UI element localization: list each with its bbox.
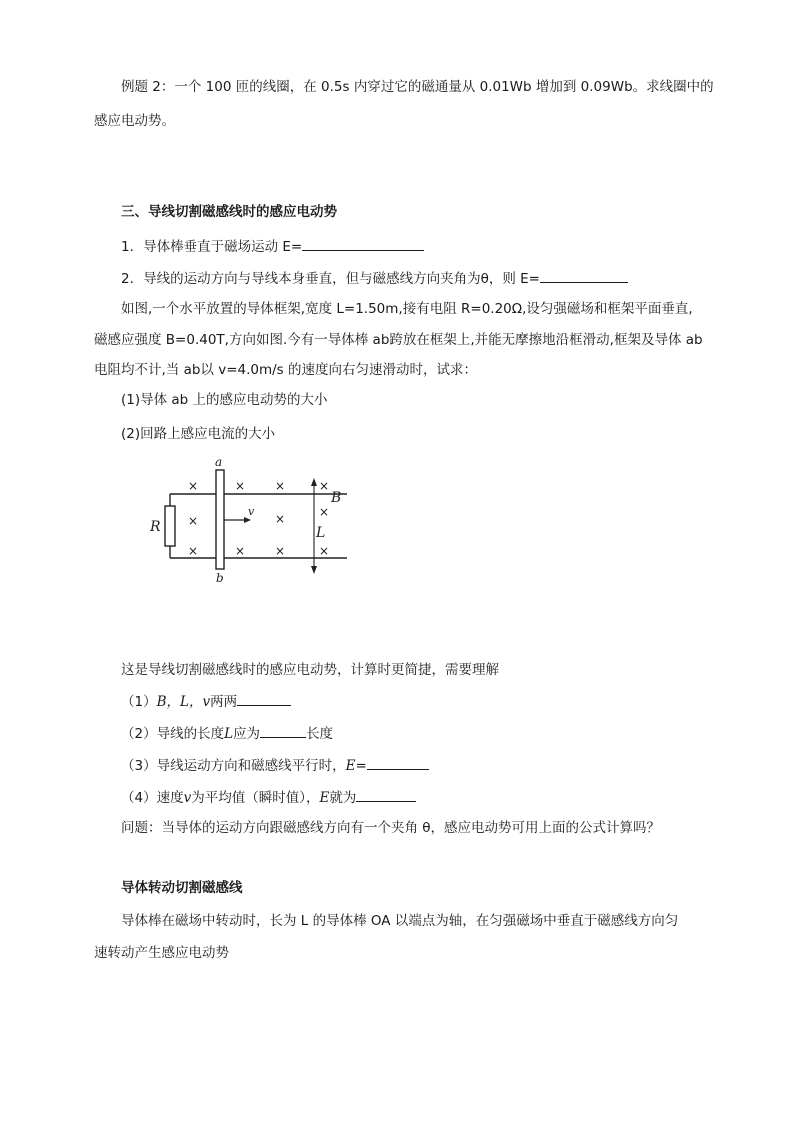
note1-text: 两两 xyxy=(210,694,238,710)
question-2: (2)回路上感应电流的大小 xyxy=(121,426,276,442)
note4-var: v xyxy=(183,790,192,806)
field-cross: × xyxy=(275,512,286,526)
note2-var: L xyxy=(224,726,234,742)
note4-prefix: （4）速度 xyxy=(121,790,184,806)
field-cross: × xyxy=(319,505,330,519)
field-cross: × xyxy=(188,544,199,558)
field-cross: × xyxy=(188,479,199,493)
note3-eq: = xyxy=(355,758,367,774)
rotation-line2: 速转动产生感应电动势 xyxy=(94,945,229,961)
problem-line1: 如图,一个水平放置的导体框架,宽度 L=1.50m,接有电阻 R=0.20Ω,设匀强磁场和框架平面垂直, xyxy=(121,301,693,317)
field-cross: × xyxy=(235,544,246,558)
item1-text: 1．导体棒垂直于磁场运动 E= xyxy=(121,239,303,255)
conductor-rod-ab xyxy=(216,470,224,569)
rotation-heading: 导体转动切割磁感线 xyxy=(121,880,243,896)
width-arrowhead-bottom xyxy=(311,566,317,574)
problem-line2: 磁感应强度 B=0.40T,方向如图.今有一导体棒 ab跨放在框架上,并能无摩擦地沿框滑动,框架及导体 ab xyxy=(94,332,703,348)
note-3 xyxy=(121,755,429,776)
section3-heading: 三、导线切割磁感线时的感应电动势 xyxy=(121,204,337,220)
label-r: R xyxy=(150,519,161,535)
note1-prefix: （1） xyxy=(121,694,157,710)
note-4 xyxy=(121,787,416,808)
label-v: v xyxy=(248,505,255,518)
field-cross: × xyxy=(275,544,286,558)
note3-prefix: （3）导线运动方向和磁感线平行时， xyxy=(121,758,346,774)
note4-blank xyxy=(356,787,416,802)
note1-vars: B，L，v xyxy=(156,694,211,710)
note4-var2: E xyxy=(319,790,330,806)
problem-line3: 电阻均不计,当 ab以 v=4.0m/s 的速度向右匀速滑动时，试求： xyxy=(94,362,478,378)
item2-blank xyxy=(540,268,628,283)
item1-blank xyxy=(302,236,424,251)
note1-blank xyxy=(237,691,291,706)
note2-blank xyxy=(260,723,306,738)
question-1: (1)导体 ab 上的感应电动势的大小 xyxy=(121,392,328,408)
label-b-field: B xyxy=(331,490,342,506)
field-cross: × xyxy=(319,544,330,558)
note2-prefix: （2）导线的长度 xyxy=(121,726,225,742)
field-cross: × xyxy=(235,479,246,493)
resistor xyxy=(165,506,175,546)
field-cross: × xyxy=(275,479,286,493)
note3-blank xyxy=(367,755,429,770)
circuit-figure xyxy=(147,456,357,586)
section3-item2 xyxy=(121,268,628,289)
notes-question: 问题：当导体的运动方向跟磁感线方向有一个夹角 θ，感应电动势可用上面的公式计算吗？ xyxy=(121,820,661,836)
note2-post: 长度 xyxy=(306,726,334,742)
section3-item1 xyxy=(121,236,424,257)
rotation-line1: 导体棒在磁场中转动时，长为 L 的导体棒 OA 以端点为轴，在匀强磁场中垂直于磁感线方向匀 xyxy=(121,913,679,929)
label-l: L xyxy=(316,525,326,541)
item2-text: 2．导线的运动方向与导线本身垂直，但与磁感线方向夹角为θ，则 E= xyxy=(121,271,540,287)
note4-post: 就为 xyxy=(329,790,357,806)
label-a: a xyxy=(215,456,223,469)
width-arrowhead-top xyxy=(311,478,317,486)
note2-mid: 应为 xyxy=(233,726,261,742)
example2-line1: 例题 2：一个 100 匝的线圈，在 0.5s 内穿过它的磁通量从 0.01Wb 增加到 0.09Wb。求线圈中的 xyxy=(121,79,714,95)
note4-mid: 为平均值（瞬时值）， xyxy=(191,790,320,806)
notes-intro: 这是导线切割磁感线时的感应电动势，计算时更简捷，需要理解 xyxy=(121,662,499,678)
note-2 xyxy=(121,723,333,744)
note3-var: E xyxy=(345,758,356,774)
field-cross: × xyxy=(319,479,330,493)
example2-line2: 感应电动势。 xyxy=(94,113,175,129)
note-1 xyxy=(121,691,291,712)
label-b: b xyxy=(216,571,224,585)
field-cross: × xyxy=(188,514,199,528)
